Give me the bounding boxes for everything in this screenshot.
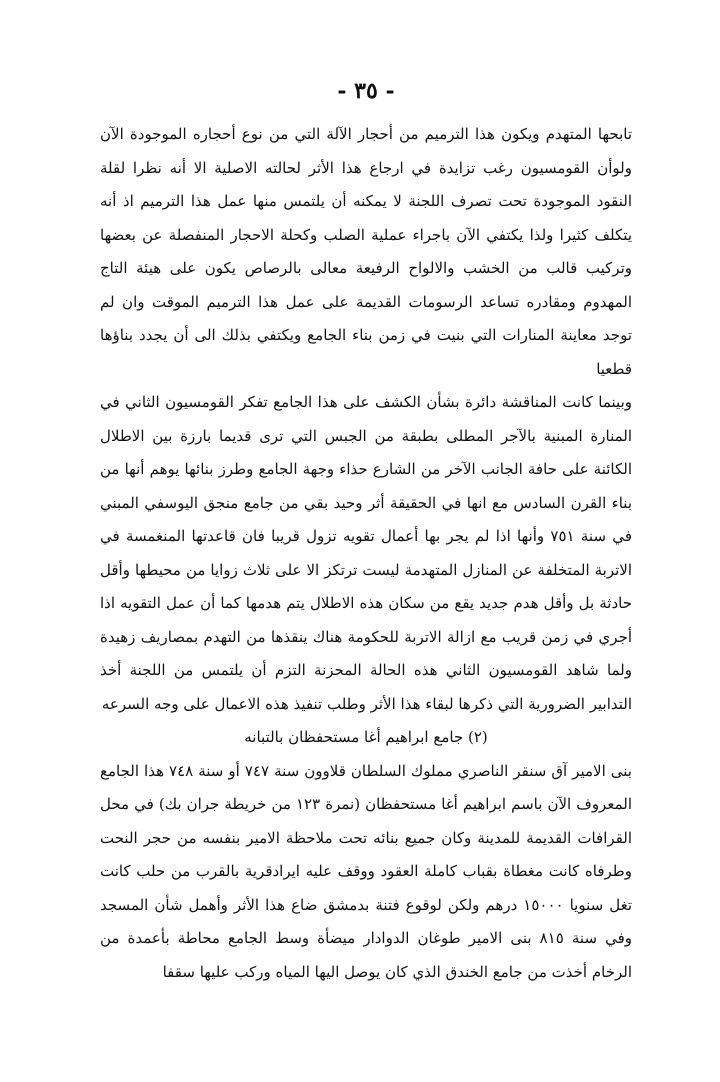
paragraph-2: وبينما كانت المناقشة دائرة بشأن الكشف على هذا الجامع تفكر القومسيون الثاني في المنارة المبنية بالآجر المطلى بطبقة من الجبس التي ترى قديما بارزة بين الاطلال الكائنة على حافة الجانب الآخر من الشارع حذاء وجهة الجامع وطرز بنائها يوهم أنها من بناء القرن السادس مع انها في الحقيقة أثر وحيد بقي من جامع منجق اليوسفي المبني في سنة ٧٥١ وأنها اذا لم يجر بها أعمال تقويه تزول قريبا فان قاعدتها المنغمسة في الاتربة المتخلفة عن المنازل المتهدمة ليست ترتكز الا على ثلاث زوايا من محيطها وأقل حادثة بل وأقل هدم جديد يقع من سكان هذه الاطلال يتم هدمها كما أن عمل التقويه اذا أجري في زمن قريب مع ازالة الاتربة للحكومة هناك ينقذها من التهدم بمصاريف زهيدة ولما شاهد القومسيون الثاني هذه الحالة المحزنة التزم أن يلتمس من اللجنة أخذ التدابير الضرورية التي ذكرها لبقاء هذا الأثر وطلب تنفيذ هذه الاعمال على وجه السرعه [100, 393, 632, 713]
paragraph-3: بنى الامير آق سنقر الناصري مملوك السلطان قلاوون سنة ٧٤٧ أو سنة ٧٤٨ هذا الجامع المعروف الآن باسم ابراهيم أغا مستحفظان (نمرة ١٢٣ من خريطة جران بك) في محل القرافات القديمة للمدينة وكان جميع بنائه تحت ملاحظة الامير بنفسه من حجر النحت وطرفاه كانت مغطاة بقباب كاملة العقود ووقف عليه ايرادقرية بالقرب من حلب كانت تغل سنويا ١٥٠٠٠ درهم ولكن لوقوع فتنة بدمشق ضاع هذا الأثر وأهمل شأن المسجد وفي سنة ٨١٥ بنى الامير طوغان الدوادار ميضأة وسط الجامع محاطة بأعمدة من الرخام أخذت من جامع الخندق الذي كان يوصل اليها المياه وركب عليها سقفا [100, 761, 632, 981]
section-heading: (٢) جامع ابراهيم أغا مستحفظان بالتبانه [244, 728, 488, 746]
paragraph-1: تابحها المتهدم ويكون هذا الترميم من أحجار الآلة التي من نوع أحجاره الموجودة الآن ولوأن القومسيون رغب تزايدة في ارجاع هذا الأثر لحالته الاصلية الا أنه نظرا لقلة النقود الموجودة تحت تصرف اللجنة لا يمكنه أن يلتمس منها عمل هذا الترميم اذ أنه يتكلف كثيرا ولذا يكتفي الآن باجراء عملية الصلب وكحلة الاحجار المنفصلة عن بعضها وتركيب قالب من الخشب والالواح الرفيعة معالى بالرصاص يكون على هيئة التاج المهدوم ومقادره تساعد الرسومات القديمة على عمل هذا الترميم الموقت وان لم توجد معاينة المنارات التي بنيت في زمن بناء الجامع ويكتفي بذلك الى أن يجدد بناؤها قطعيا [100, 125, 632, 378]
page-number: - ٣٥ - [337, 78, 395, 104]
